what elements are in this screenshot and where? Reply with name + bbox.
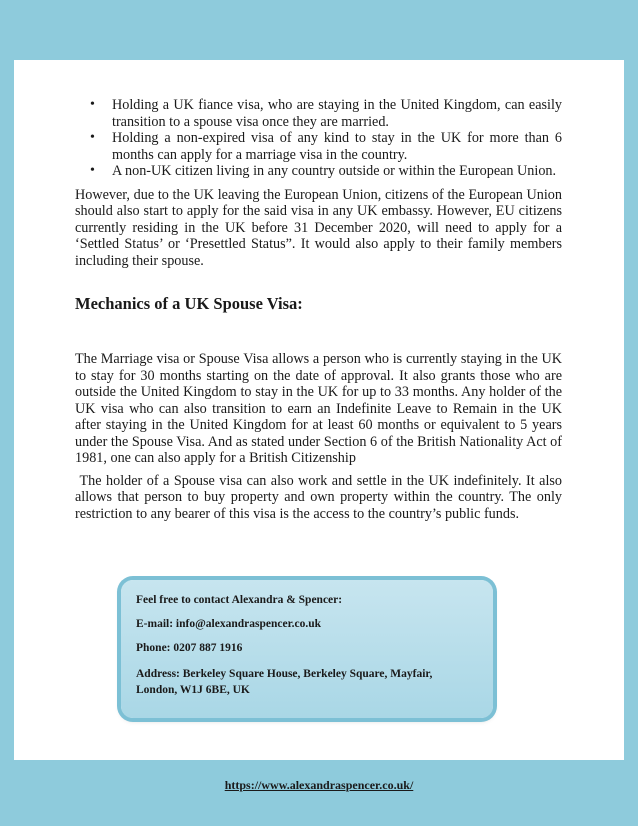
footer-band (0, 760, 638, 826)
list-item: • A non-UK citizen living in any country outside or within the European Union. (90, 163, 557, 179)
eligibility-list (75, 97, 562, 180)
paragraph-eu: However, due to the UK leaving the European Union, citizens of the European Union should also start to apply for the said visa in any UK embassy. However, EU citizens currently residing in the UK before 31 December 2020, will need to apply for a ‘Settled Status’ or ‘Presettled Status”. It would also apply to their family members including their spouse. (75, 186, 562, 269)
header-band (0, 0, 638, 60)
section-heading: Mechanics of a UK Spouse Visa: (75, 294, 303, 313)
paragraph-holder: The holder of a Spouse visa can also work and settle in the UK indefinitely. It also allows that person to buy property and own property within the country. The only restriction to any bearer of this visa is the access to the country’s public funds. (75, 472, 566, 522)
contact-box (121, 580, 493, 718)
contact-phone[interactable]: Phone: 0207 887 1916 (136, 642, 243, 654)
left-border (0, 0, 14, 826)
website-link[interactable]: https://www.alexandraspencer.co.uk/ (224, 778, 414, 792)
contact-intro: Feel free to contact Alexandra & Spencer: (136, 594, 343, 606)
list-item: • Holding a UK fiance visa, who are staying in the United Kingdom, can easily transition to a spouse visa once they are married. (90, 97, 562, 130)
right-border (624, 0, 638, 826)
document-body (75, 97, 566, 528)
contact-address-line1: Address: Berkeley Square House, Berkeley Square, Mayfair, (136, 668, 433, 680)
list-item: • Holding a non-expired visa of any kind to stay in the UK for more than 6 months can apply for a marriage visa in the country. (90, 130, 562, 163)
paragraph-marriage-visa: The Marriage visa or Spouse Visa allows a person who is currently staying in the UK to stay for 30 months starting on the date of approval. It also grants those who are outside the United Kingdom to stay in the UK for up to 33 months. Any holder of the UK visa who can also transition to earn an Indefinite Leave to Remain in the UK after staying in the United Kingdom for at least 60 months or equivalent to 5 years under the Spouse Visa. And as stated under Section 6 of the British Nationality Act of 1981, one can also apply for a British Citizenship (75, 351, 562, 466)
contact-email[interactable]: E-mail: info@alexandraspencer.co.uk (136, 618, 322, 630)
bullet-icon: • (90, 130, 95, 145)
contact-address-line2: London, W1J 6BE, UK (136, 684, 250, 696)
bullet-icon: • (90, 97, 95, 112)
bullet-icon: • (90, 163, 95, 178)
